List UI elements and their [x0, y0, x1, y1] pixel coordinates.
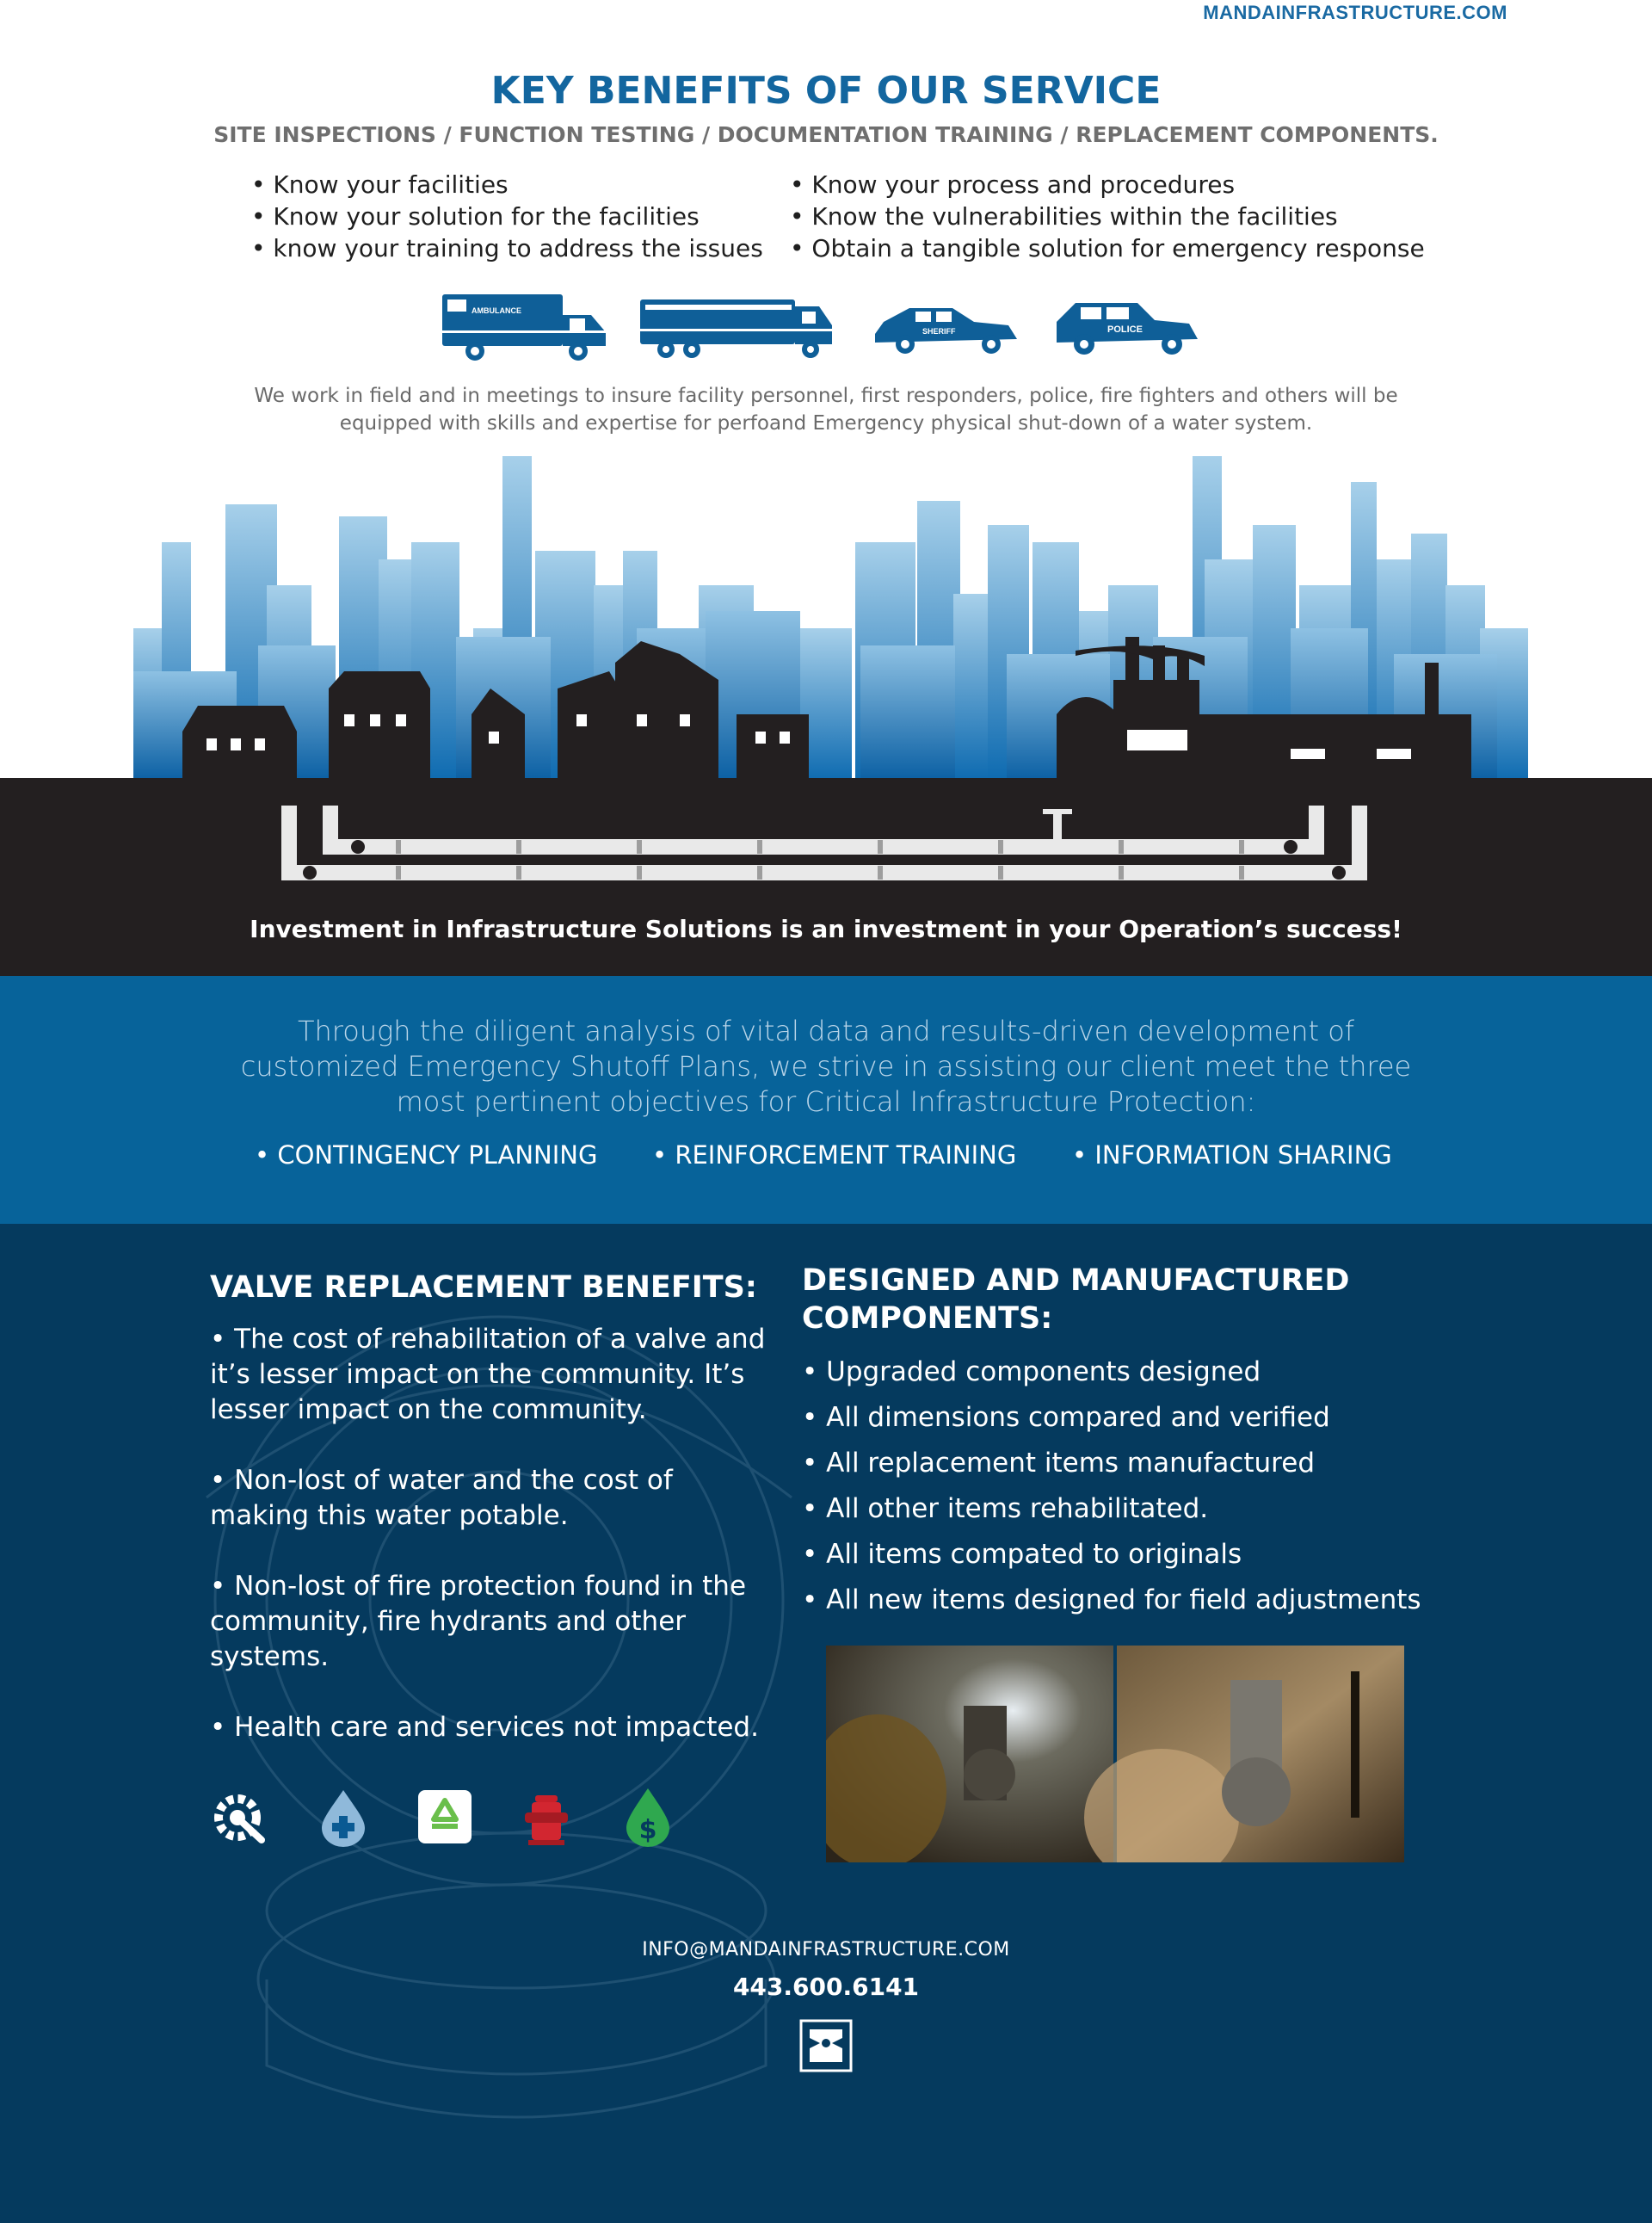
- recycle-icon: [415, 1787, 475, 1847]
- fire-hydrant-icon: [516, 1787, 576, 1847]
- list-item: • The cost of rehabilitation of a valve and it’s lesser impact on the community. It’s lesser impact on the community.: [210, 1322, 778, 1428]
- objectives-list: [0, 1140, 1652, 1175]
- valve-photo-1: [826, 1646, 1113, 1862]
- list-item: • know your training to address the issues: [251, 232, 763, 264]
- objective-item: • CONTINGENCY PLANNING: [255, 1140, 597, 1170]
- police-label: POLICE: [1107, 324, 1143, 335]
- objective-item: • REINFORCEMENT TRAINING: [652, 1140, 1016, 1170]
- list-item: • Health care and services not impacted.: [210, 1710, 778, 1745]
- list-item: • Obtain a tangible solution for emergency response: [790, 232, 1425, 264]
- components-list: [802, 1349, 1456, 1623]
- list-item: • Know your facilities: [251, 169, 763, 201]
- svg-text:$: $: [638, 1815, 657, 1845]
- tagline: Investment in Infrastructure Solutions is an investment in your Operation’s success!: [250, 915, 1402, 943]
- objective-item: • INFORMATION SHARING: [1072, 1140, 1392, 1170]
- ambulance-label: AMBULANCE: [472, 306, 521, 315]
- valve-benefits-list: [210, 1322, 778, 1781]
- list-item: • Know the vulnerabilities within the facilities: [790, 201, 1425, 232]
- site-url[interactable]: MANDAINFRASTRUCTURE.COM: [1203, 2, 1507, 23]
- dollar-drop-icon: [618, 1787, 678, 1847]
- list-item: • All replacement items manufactured: [802, 1441, 1456, 1486]
- benefits-list-right: [790, 169, 1425, 264]
- list-item: • Non-lost of fire protection found in the community, fire hydrants and other systems.: [210, 1569, 778, 1675]
- benefit-icons-row: [210, 1787, 675, 1849]
- page-subtitle: SITE INSPECTIONS / FUNCTION TESTING / DOCUMENTATION TRAINING / REPLACEMENT COMPONENTS.: [213, 122, 1439, 147]
- list-item: • Know your process and procedures: [790, 169, 1425, 201]
- list-item: • All new items designed for field adjustments: [802, 1578, 1456, 1623]
- benefits-list-left: [251, 169, 763, 264]
- police-suv-icon: [1057, 303, 1198, 355]
- valve-photos: [826, 1646, 1404, 1862]
- emergency-vehicles-illustration: [441, 291, 1215, 368]
- contact-email[interactable]: INFO@MANDAINFRASTRUCTURE.COM: [642, 1939, 1010, 1961]
- valve-benefits-heading: VALVE REPLACEMENT BENEFITS:: [210, 1270, 757, 1305]
- list-item: • All items compated to originals: [802, 1532, 1456, 1578]
- list-item: • Know your solution for the facilities: [251, 201, 763, 232]
- gear-wrench-icon: [210, 1787, 270, 1847]
- intro-paragraph: We work in field and in meetings to insure facility personnel, first responders, police, fire fighters and others will be equipped with skills and expertise for perfoand Emergency physical shut-down of a water system.: [254, 385, 1398, 435]
- list-item: • All other items rehabilitated.: [802, 1486, 1456, 1532]
- city-skyline-illustration: [0, 456, 1652, 781]
- components-heading: DESIGNED AND MANUFACTURED COMPONENTS:: [802, 1263, 1350, 1336]
- company-logo-icon: [799, 2019, 853, 2072]
- analysis-paragraph: Through the diligent analysis of vital data and results-driven development of customized Emergency Shutoff Plans, we strive in assisting our client meet the three most pertinent objectives for Critical Infrastructure Protection:: [240, 1015, 1412, 1118]
- page-title: KEY BENEFITS OF OUR SERVICE: [490, 69, 1162, 113]
- pipeline-illustration: [275, 795, 1377, 898]
- list-item: • Upgraded components designed: [802, 1349, 1456, 1395]
- water-drop-medical-icon: [313, 1787, 373, 1847]
- ambulance-icon: [442, 294, 606, 361]
- valve-photo-2: [1084, 1646, 1404, 1862]
- fire-truck-icon: [640, 299, 832, 358]
- list-item: • Non-lost of water and the cost of making this water potable.: [210, 1463, 778, 1534]
- sheriff-car-icon: [875, 308, 1017, 354]
- sheriff-label: SHERIFF: [922, 327, 956, 336]
- contact-phone[interactable]: 443.600.6141: [732, 1973, 920, 2001]
- list-item: • All dimensions compared and verified: [802, 1395, 1456, 1441]
